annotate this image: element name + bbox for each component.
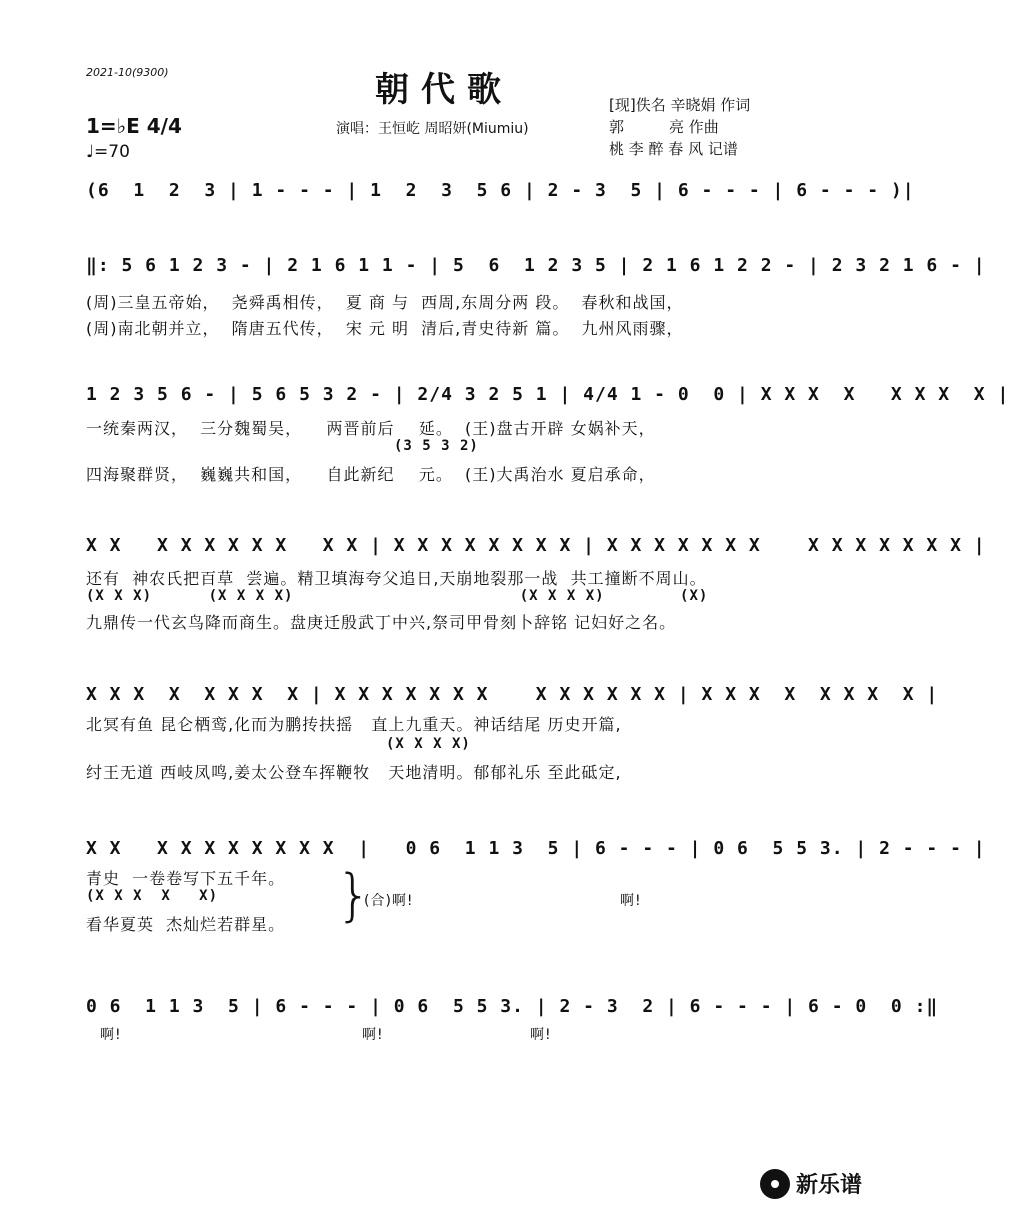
system6-lyric-1: 青史 一卷卷写下五千年。 bbox=[86, 869, 286, 888]
system4-lyric-1: 还有 神农氏把百草 尝遍。精卫填海夸父追日,天崩地裂那一战 共工撞断不周山。 bbox=[86, 569, 707, 588]
system4-lyric-2: 九鼎传一代玄鸟降而商生。盘庚迁殷武丁中兴,祭司甲骨刻卜辞铭 记妇好之名。 bbox=[86, 613, 677, 632]
system6-lyric-2: 看华夏英 杰灿烂若群星。 bbox=[86, 915, 286, 934]
system5-alt-notes: (X X X X) bbox=[386, 736, 471, 752]
system3-lyric-1: 一统秦两汉， 三分魏蜀吴， 两晋前后 延。 (王)盘古开辟 女娲补天， bbox=[86, 419, 656, 438]
system7-notation: 0 6 1 1 3 5 | 6 - - - | 0 6 5 5 3. | 2 - 3 2 | 6 - - - | 6 - 0 0 :‖ bbox=[86, 996, 939, 1017]
site-logo bbox=[760, 1168, 862, 1199]
credit-composer: 郭 亮 作曲 bbox=[609, 118, 719, 136]
system5-notation: X X X X X X X X | X X X X X X X X X X X X X | X X X X X X X X | bbox=[86, 684, 939, 705]
intro-notation: (6 1 2 3 | 1 - - - | 1 2 3 5 6 | 2 - 3 5 | 6 - - - | 6 - - - )| bbox=[86, 180, 915, 201]
song-title: 朝代歌 bbox=[375, 70, 513, 110]
logo-text: 新乐谱 bbox=[796, 1173, 863, 1198]
credit-lyricist: [现]佚名 辛晓娟 作词 bbox=[609, 96, 751, 114]
record-disc-icon bbox=[760, 1169, 790, 1199]
system3-lyric-2: 四海聚群贤， 巍巍共和国， 自此新纪 元。 (王)大禹治水 夏启承命， bbox=[86, 465, 656, 484]
system7-ah-3: 啊! bbox=[530, 1027, 552, 1043]
system5-lyric-1: 北冥有鱼 昆仑栖鸾,化而为鹏抟扶摇 直上九重天。神话结尾 历史开篇, bbox=[86, 715, 622, 734]
system4-notation: X X X X X X X X X X | X X X X X X X X | X X X X X X X X X X X X X X | bbox=[86, 535, 986, 556]
system4-alt-notes: (X X X) (X X X X) (X X X X) (X) bbox=[86, 588, 709, 604]
system3-notation: 1 2 3 5 6 - | 5 6 5 3 2 - | 2/4 3 2 5 1 | 4/4 1 - 0 0 | X X X X X X X X | bbox=[86, 384, 1009, 405]
chorus-ah-2: 啊! bbox=[620, 893, 642, 909]
system2-lyric-2: (周)南北朝并立， 隋唐五代传， 宋 元 明 清后,青史待新 篇。 九州风雨骤， bbox=[86, 319, 684, 338]
singers: 演唱：王恒屹 周昭妍(Miumiu) bbox=[336, 121, 529, 137]
system5-lyric-2: 纣王无道 西岐凤鸣,姜太公登车挥鞭牧 天地清明。郁郁礼乐 至此砥定, bbox=[86, 763, 622, 782]
score-code: 2021-10(9300) bbox=[86, 66, 169, 79]
system2-notation: ‖: 5 6 1 2 3 - | 2 1 6 1 1 - | 5 6 1 2 3 5 | 2 1 6 1 2 2 - | 2 3 2 1 6 - | bbox=[86, 255, 986, 276]
system7-ah-1: 啊! bbox=[100, 1027, 122, 1043]
system7-ah-2: 啊! bbox=[362, 1027, 384, 1043]
system6-notation: X X X X X X X X X X | 0 6 1 1 3 5 | 6 - - - | 0 6 5 5 3. | 2 - - - | bbox=[86, 838, 986, 859]
system3-alt-notes: (3 5 3 2) bbox=[394, 438, 479, 454]
credit-transcriber: 桃 李 醉 春 风 记谱 bbox=[609, 140, 738, 158]
system6-alt-notes: (X X X X X) bbox=[86, 888, 219, 904]
key-signature: 1=♭E 4/4 bbox=[86, 114, 182, 138]
brace: } bbox=[336, 863, 372, 928]
system2-lyric-1: (周)三皇五帝始， 尧舜禹相传， 夏 商 与 西周,东周分两 段。 春秋和战国， bbox=[86, 293, 684, 312]
chorus-ah-1: (合)啊! bbox=[364, 893, 414, 909]
tempo-mark: ♩=70 bbox=[86, 142, 130, 162]
